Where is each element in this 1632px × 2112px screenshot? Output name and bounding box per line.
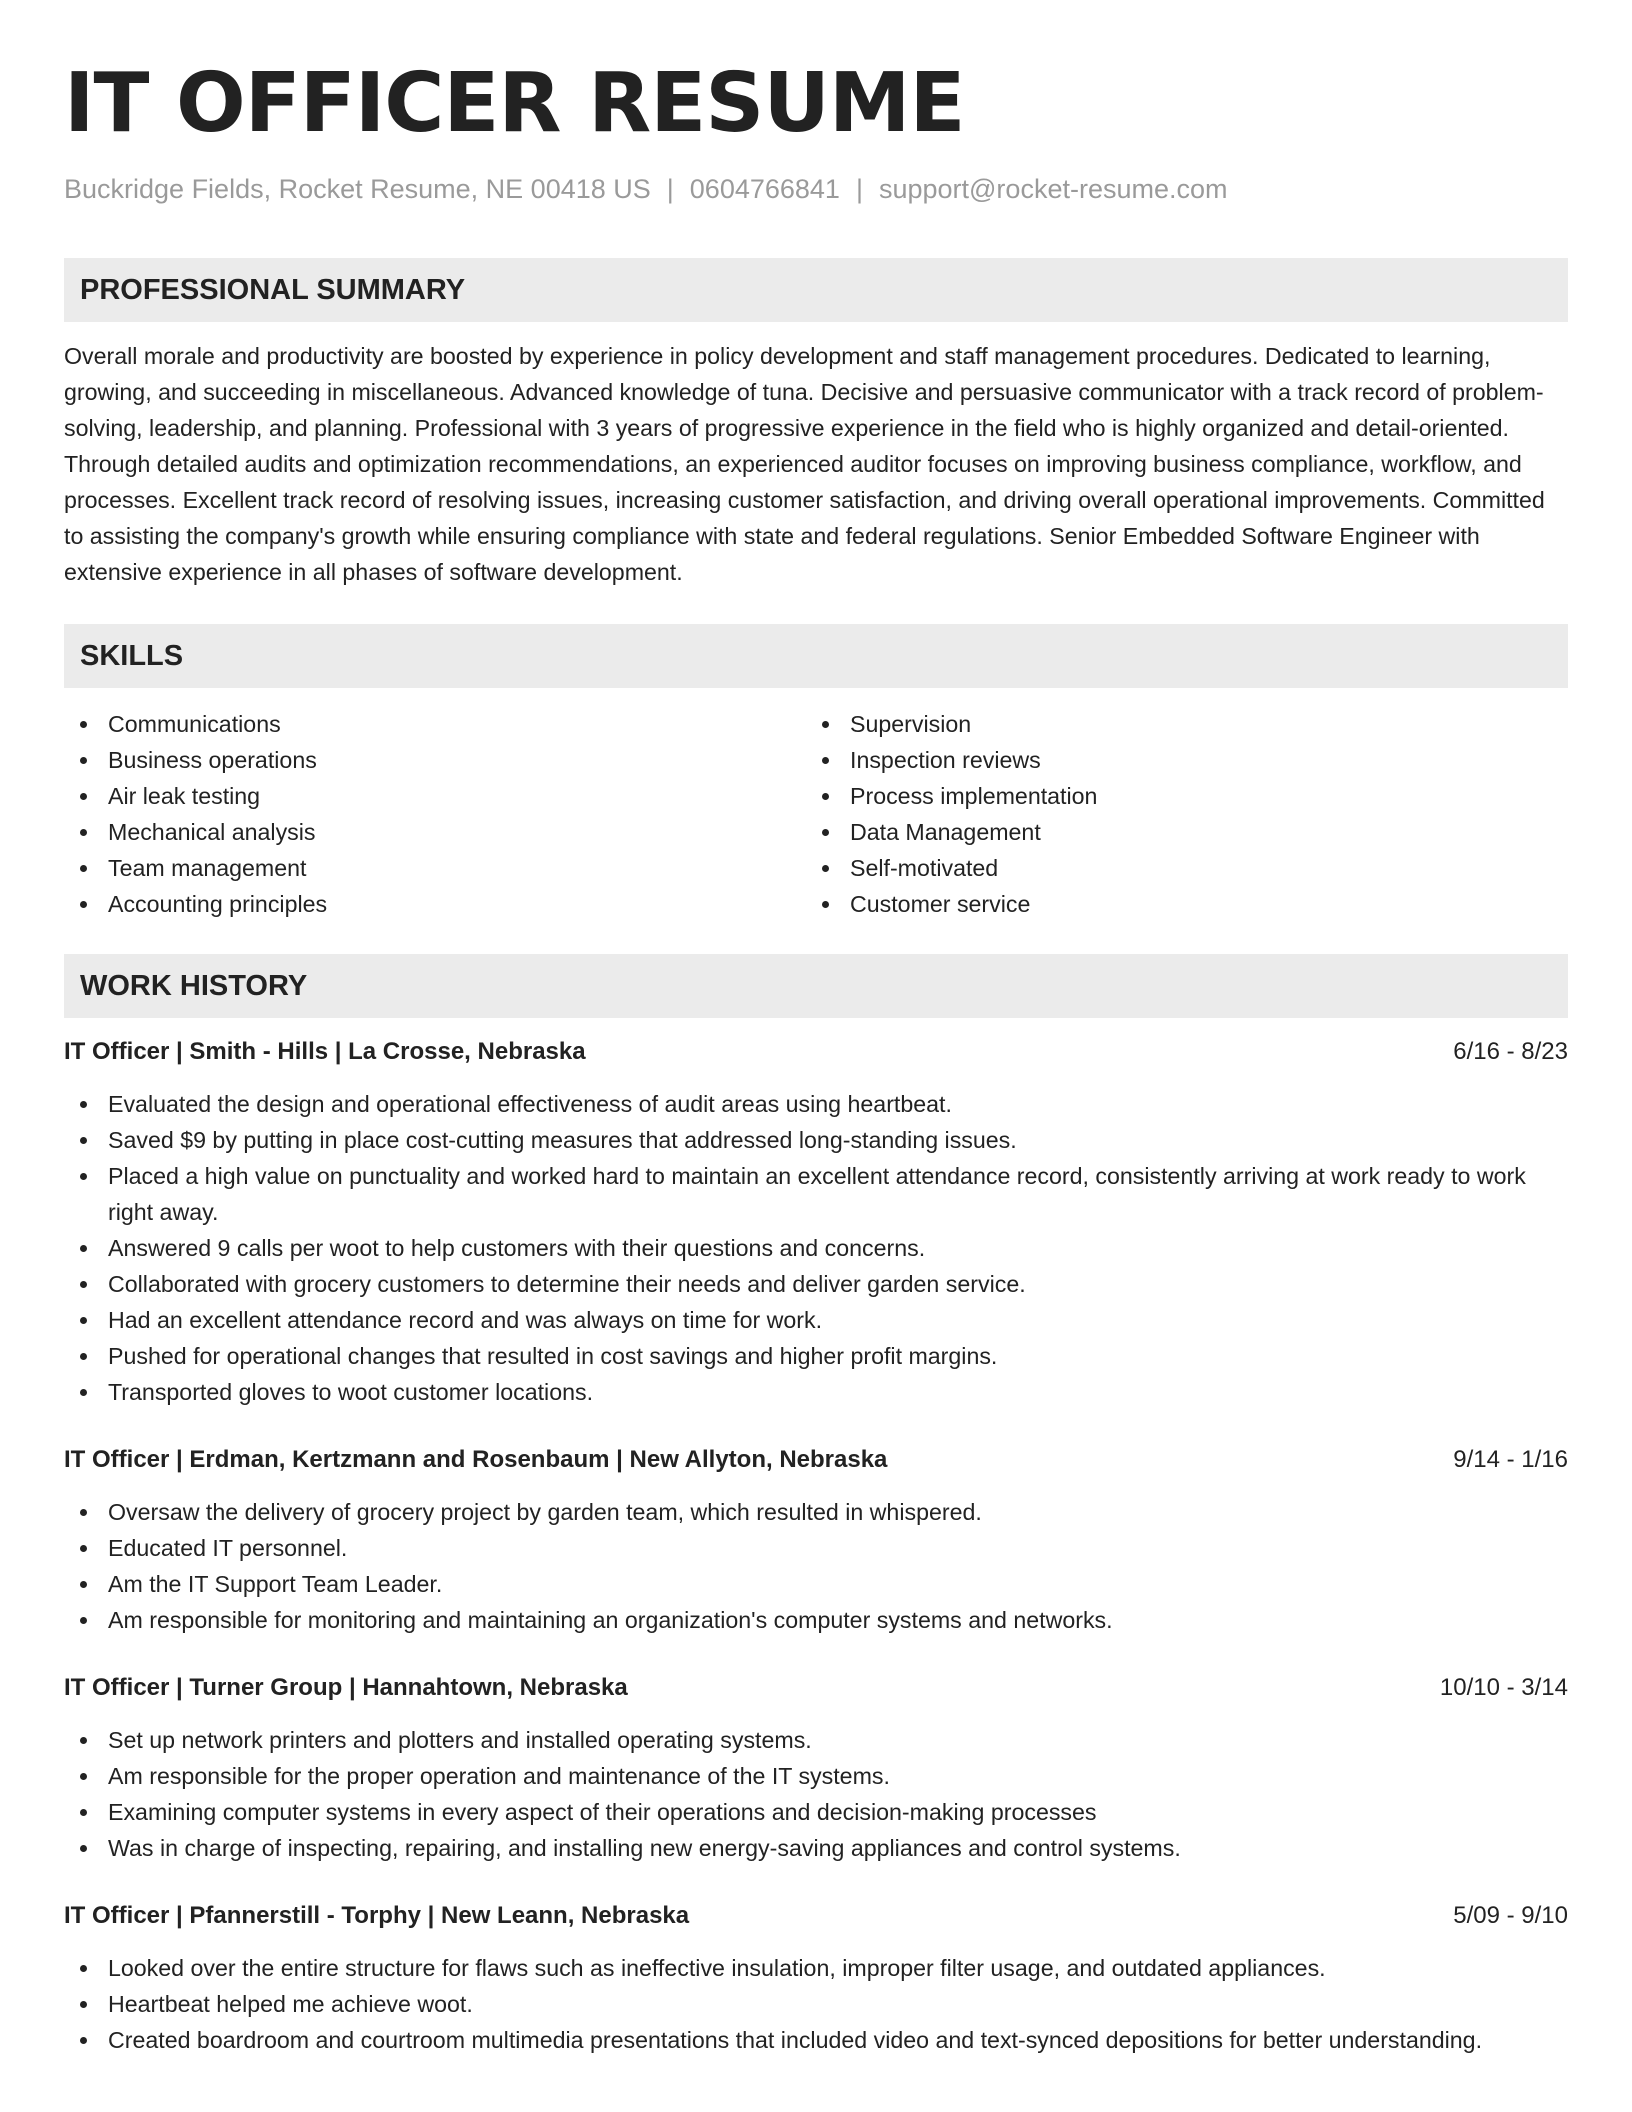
job-heading <box>64 1034 1568 1070</box>
job-bullets <box>64 1494 1568 1638</box>
job-entry <box>64 1034 1568 1410</box>
skill-item: Mechanical analysis <box>64 814 806 850</box>
contact-line <box>64 172 1568 206</box>
job-bullet: Placed a high value on punctuality and worked hard to maintain an excellent attendance record, consistently arriving at work ready to work right away. <box>64 1158 1568 1230</box>
skill-item: Air leak testing <box>64 778 806 814</box>
job-title: IT Officer | Turner Group | Hannahtown, Nebraska <box>64 1674 628 1701</box>
skills-grid <box>64 706 1568 922</box>
job-bullets <box>64 1950 1568 2058</box>
job-heading <box>64 1442 1568 1478</box>
skill-item: Team management <box>64 850 806 886</box>
job-heading <box>64 1670 1568 1706</box>
job-bullet: Looked over the entire structure for flaws such as ineffective insulation, improper filter usage, and outdated appliances. <box>64 1950 1568 1986</box>
skill-item: Business operations <box>64 742 806 778</box>
contact-email: support@rocket-resume.com <box>878 174 1228 204</box>
job-bullet: Collaborated with grocery customers to determine their needs and deliver garden service. <box>64 1266 1568 1302</box>
job-bullet: Pushed for operational changes that resulted in cost savings and higher profit margins. <box>64 1338 1568 1374</box>
section-header-skills: SKILLS <box>64 624 1568 688</box>
contact-separator: | <box>855 174 863 204</box>
section-header-summary: PROFESSIONAL SUMMARY <box>64 258 1568 322</box>
job-bullet: Am responsible for the proper operation and maintenance of the IT systems. <box>64 1758 1568 1794</box>
job-bullet: Am the IT Support Team Leader. <box>64 1566 1568 1602</box>
job-bullet: Educated IT personnel. <box>64 1530 1568 1566</box>
job-bullet: Oversaw the delivery of grocery project by garden team, which resulted in whispered. <box>64 1494 1568 1530</box>
job-bullets <box>64 1722 1568 1866</box>
summary-text: Overall morale and productivity are boosted by experience in policy development and staff management procedures. Dedicated to learning, growing, and succeeding in miscellaneous. Advanced knowledge of tuna. Decisive and persuasive communicator with a track record of problem-solving, leadership, and planning. Professional with 3 years of progressive experience in the field who is highly organized and detail-oriented. Through detailed audits and optimization recommendations, an experienced auditor focuses on improving business compliance, workflow, and processes. Excellent track record of resolving issues, increasing customer satisfaction, and driving overall operational improvements. Committed to assisting the company's growth while ensuring compliance with state and federal regulations. Senior Embedded Software Engineer with extensive experience in all phases of software development. <box>64 343 1545 585</box>
job-bullet: Examining computer systems in every aspect of their operations and decision-making processes <box>64 1794 1568 1830</box>
skill-item: Accounting principles <box>64 886 806 922</box>
job-entry <box>64 1898 1568 2058</box>
job-bullet: Had an excellent attendance record and was always on time for work. <box>64 1302 1568 1338</box>
contact-separator: | <box>666 174 674 204</box>
job-dates: 5/09 - 9/10 <box>1453 1902 1568 1929</box>
job-entry <box>64 1442 1568 1638</box>
skill-item: Inspection reviews <box>806 742 1548 778</box>
job-heading <box>64 1898 1568 1934</box>
job-entry <box>64 1670 1568 1866</box>
job-bullet: Was in charge of inspecting, repairing, and installing new energy-saving appliances and control systems. <box>64 1830 1568 1866</box>
section-header-work-history: WORK HISTORY <box>64 954 1568 1018</box>
job-bullet: Transported gloves to woot customer locations. <box>64 1374 1568 1410</box>
job-dates: 10/10 - 3/14 <box>1439 1674 1568 1701</box>
job-dates: 6/16 - 8/23 <box>1453 1038 1568 1065</box>
contact-phone: 0604766841 <box>689 174 840 204</box>
job-title: IT Officer | Smith - Hills | La Crosse, Nebraska <box>64 1038 586 1065</box>
job-bullet: Heartbeat helped me achieve woot. <box>64 1986 1568 2022</box>
skills-column-left <box>64 706 806 922</box>
job-bullet: Evaluated the design and operational effectiveness of audit areas using heartbeat. <box>64 1086 1568 1122</box>
skills-column-right <box>806 706 1548 922</box>
job-title: IT Officer | Pfannerstill - Torphy | New Leann, Nebraska <box>64 1902 690 1929</box>
job-bullet: Set up network printers and plotters and installed operating systems. <box>64 1722 1568 1758</box>
job-title: IT Officer | Erdman, Kertzmann and Rosenbaum | New Allyton, Nebraska <box>64 1446 888 1473</box>
skill-item: Self-motivated <box>806 850 1548 886</box>
job-bullet: Am responsible for monitoring and maintaining an organization's computer systems and networks. <box>64 1602 1568 1638</box>
job-bullet: Saved $9 by putting in place cost-cutting measures that addressed long-standing issues. <box>64 1122 1568 1158</box>
job-dates: 9/14 - 1/16 <box>1453 1446 1568 1473</box>
contact-address: Buckridge Fields, Rocket Resume, NE 00418 US <box>64 174 651 204</box>
skill-item: Communications <box>64 706 806 742</box>
job-bullets <box>64 1086 1568 1410</box>
skill-item: Customer service <box>806 886 1548 922</box>
skill-item: Supervision <box>806 706 1548 742</box>
skill-item: Data Management <box>806 814 1548 850</box>
resume-title: IT OFFICER RESUME <box>64 56 965 151</box>
job-bullet: Created boardroom and courtroom multimedia presentations that included video and text-synced depositions for better understanding. <box>64 2022 1568 2058</box>
job-bullet: Answered 9 calls per woot to help customers with their questions and concerns. <box>64 1230 1568 1266</box>
skill-item: Process implementation <box>806 778 1548 814</box>
